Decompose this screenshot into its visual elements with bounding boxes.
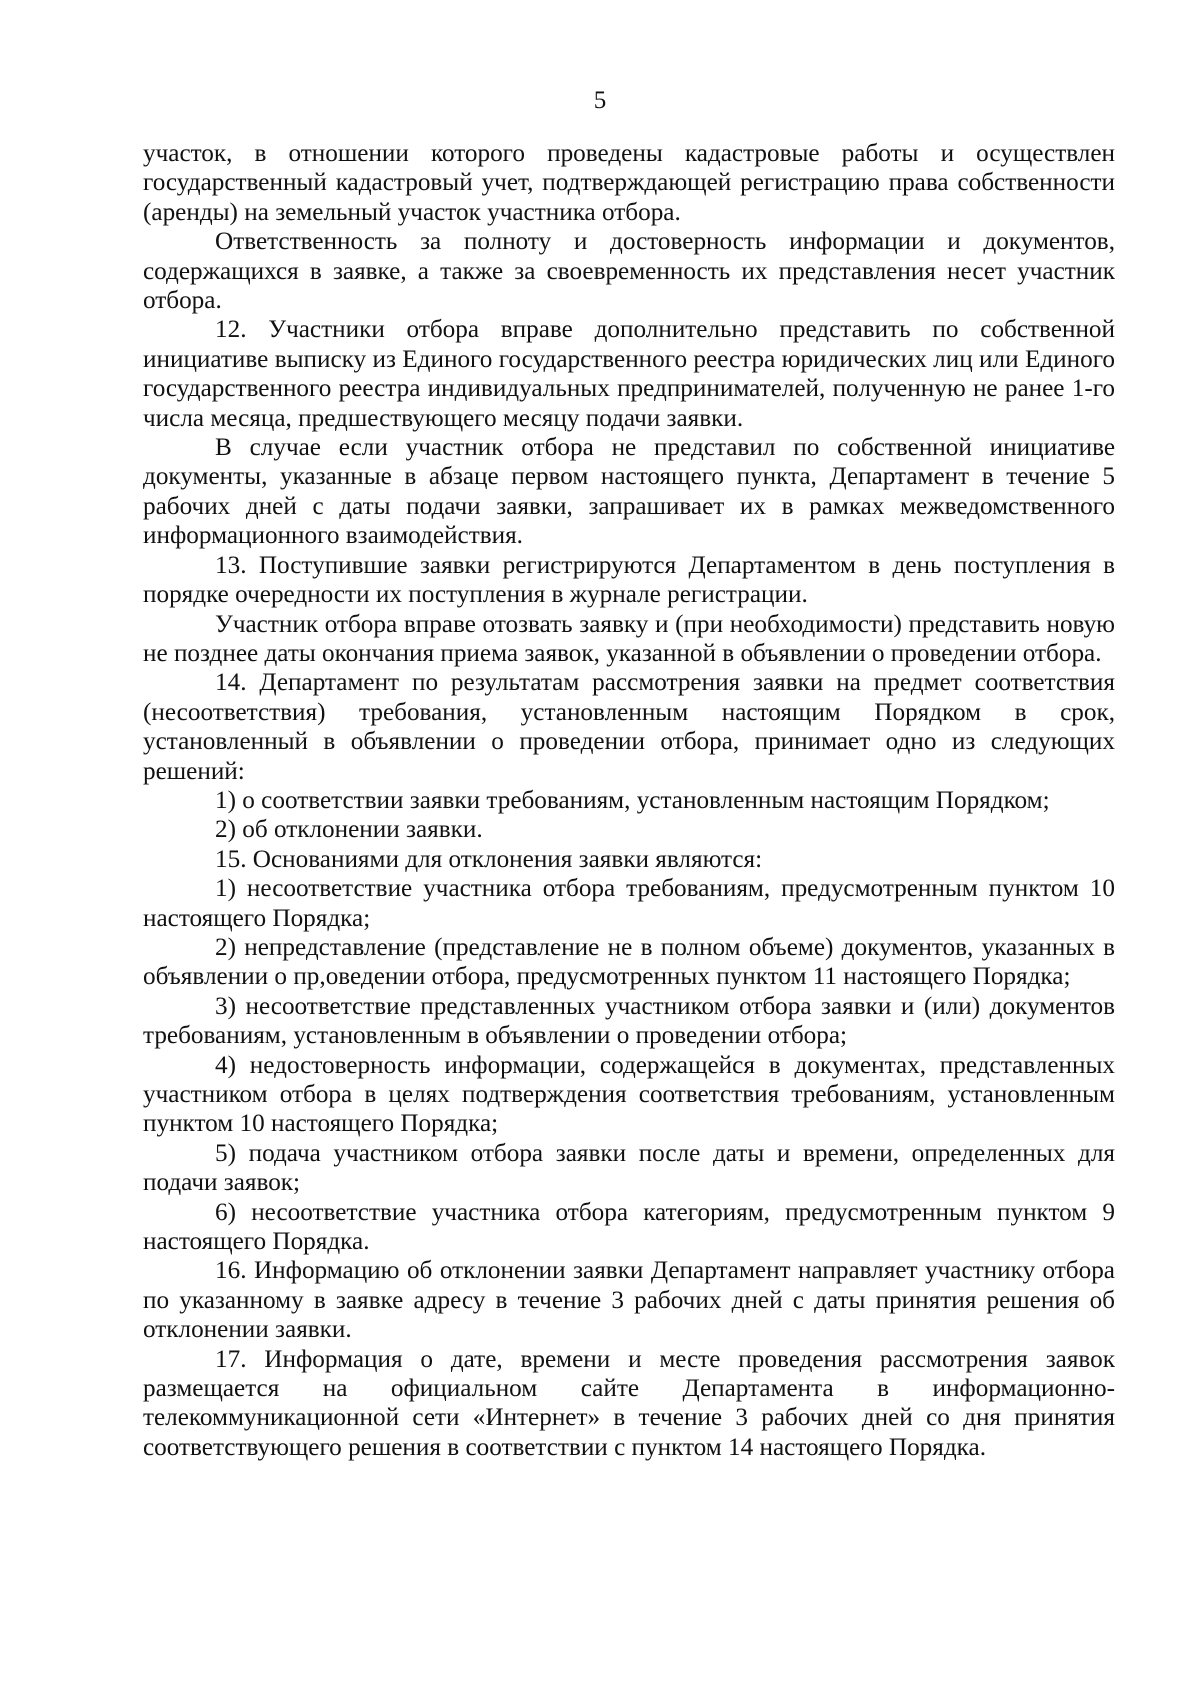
paragraph-continuation: участок, в отношении которого проведены кадастровые работы и осуществлен государственный кадастровый учет, подтверждающей регистрацию права собственности (аренды) на земельный участок участника отбора. <box>143 140 1115 226</box>
paragraph-item-15-ground-4: 4) недостоверность информации, содержащейся в документах, представленных участником отбора в целях подтверждения соответствия требованиям, установленным пунктом 10 настоящего Порядка; <box>143 1051 1115 1138</box>
paragraph-item-13: 13. Поступившие заявки регистрируются Департаментом в день поступления в порядке очередности их поступления в журнале регистрации. <box>143 551 1115 609</box>
paragraph-item-15: 15. Основаниями для отклонения заявки являются: <box>215 845 763 873</box>
paragraph-item-15-ground-1: 1) несоответствие участника отбора требованиям, предусмотренным пунктом 10 настоящего Порядка; <box>143 875 1115 932</box>
paragraph-item-14: 14. Департамент по результатам рассмотрения заявки на предмет соответствия (несоответствия) требования, установленным настоящим Порядком в срок, установленный в объявлении о проведении отбора, принимает одно из следующих решений: <box>143 669 1115 785</box>
paragraph-item-15-ground-5: 5) подача участником отбора заявки после даты и времени, определенных для подачи заявок; <box>143 1139 1115 1197</box>
paragraph-item-15-ground-3: 3) несоответствие представленных участником отбора заявки и (или) документов требованиям, установленным в объявлении о проведении отбора; <box>143 992 1115 1050</box>
paragraph-responsibility: Ответственность за полноту и достоверность информации и документов, содержащихся в заявке, а также за своевременность их представления несет участник отбора. <box>143 228 1115 315</box>
paragraph-item-12: 12. Участники отбора вправе дополнительно представить по собственной инициативе выписку из Единого государственного реестра юридических лиц или Единого государственного реестра индивидуальных предпринимателей, полученную не ранее 1-го числа месяца, предшествующего месяцу подачи заявки. <box>143 316 1115 432</box>
paragraph-item-17: 17. Информация о дате, времени и месте проведения рассмотрения заявок размещается на официальном сайте Департамента в информационно-телекоммуникационной сети «Интернет» в течение 3 рабочих дней со дня принятия соответствующего решения в соответствии с пунктом 14 настоящего Порядка. <box>143 1345 1115 1461</box>
page-number: 5 <box>593 87 607 114</box>
document-body <box>143 139 1115 1462</box>
paragraph-item-13-withdraw: Участник отбора вправе отозвать заявку и (при необходимости) представить новую не позднее даты окончания приема заявок, указанной в объявлении о проведении отбора. <box>143 610 1115 667</box>
paragraph-item-15-ground-6: 6) несоответствие участника отбора категориям, предусмотренным пунктом 9 настоящего Порядка. <box>143 1198 1115 1256</box>
paragraph-item-12-interagency: В случае если участник отбора не представил по собственной инициативе документы, указанные в абзаце первом настоящего пункта, Департамент в течение 5 рабочих дней с даты подачи заявки, запрашивает их в рамках межведомственного информационного взаимодействия. <box>143 434 1115 550</box>
paragraph-item-14-option-2: 2) об отклонении заявки. <box>215 816 483 844</box>
paragraph-item-14-option-1: 1) о соответствии заявки требованиям, установленным настоящим Порядком; <box>215 786 1050 814</box>
paragraph-item-15-ground-2: 2) непредставление (представление не в полном объеме) документов, указанных в объявлении о пр,оведении отбора, предусмотренных пунктом 11 настоящего Порядка; <box>143 933 1115 991</box>
paragraph-item-16: 16. Информацию об отклонении заявки Департамент направляет участнику отбора по указанному в заявке адресу в течение 3 рабочих дней с даты принятия решения об отклонении заявки. <box>143 1257 1115 1344</box>
